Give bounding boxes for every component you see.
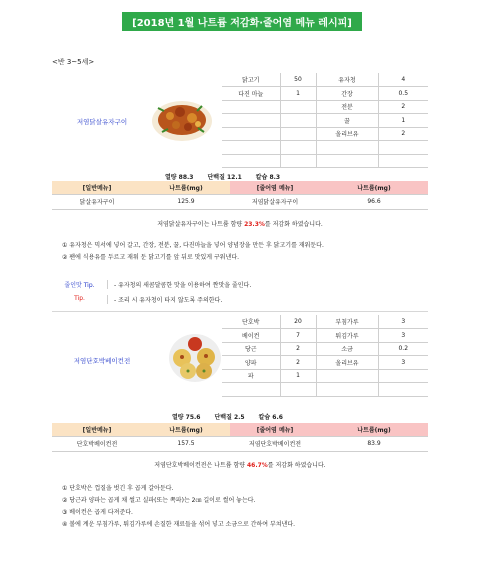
dish-photo-chicken [150,94,214,144]
protein-value: 단백질 2.5 [214,414,245,421]
nutrition-summary-2 [172,412,283,421]
ingredient-name: 유자청 [316,73,378,87]
regular-sodium-value: 157.5 [142,436,230,451]
dish-name-2: 저염단호박베이컨전 [73,357,131,365]
ingredient-name: 다진 마늘 [222,87,280,101]
ingredient-amount: 2 [378,100,428,114]
ingredient-row [222,87,428,101]
ingredient-name: 간장 [316,87,378,101]
tip-text: - 유자청의 새콤달콤한 맛을 이용하여 짠맛을 줄인다. [107,280,251,289]
ingredient-row [222,141,428,155]
ingredient-amount: 2 [378,127,428,141]
ingredient-amount: 0.5 [378,87,428,101]
ingredient-name: 올리브유 [316,127,378,141]
ingredient-name [222,141,280,155]
regular-sodium-value: 125.9 [142,194,230,209]
step-item: ② 팬에 식용유를 두르고 재워 둔 닭고기를 앞 뒤로 맛있게 구워낸다. [62,254,240,261]
ingredient-row [222,114,428,128]
ingredient-name [316,369,378,383]
step-item: ③ 베이컨은 곱게 다져준다. [62,509,133,516]
calcium-value: 칼슘 6.6 [258,414,283,421]
kcal-value: 열량 75.6 [172,414,201,421]
page-title: [2018년 1월 나트륨 저감화·줄어염 메뉴 레시피] [122,12,362,31]
sodium-compare-table-1 [52,181,428,210]
header-lowsalt-menu: [줄어염 메뉴] [230,181,320,194]
regular-menu-name: 닭살유자구이 [52,194,142,209]
ingredient-amount [378,141,428,155]
ingredient-name: 닭고기 [222,73,280,87]
sodium-note-1: 저염닭살유자구이는 나트륨 함량 23.3%를 저감화 하였습니다. [157,221,323,228]
dish-photo-pumpkin-pancake [168,331,222,383]
ingredient-name [222,154,280,168]
lowsalt-menu-name: 저염단호박베이컨전 [230,436,320,451]
step-item: ① 단호박은 껍질을 벗긴 후 곱게 갈아둔다. [62,485,174,492]
header-regular-menu: [일반메뉴] [52,423,142,436]
step-item: ② 당근과 양파는 곱게 채 썰고 실파(또는 쪽파)는 2㎝ 길이로 썰어 놓는다. [62,497,256,504]
steps-1 [62,240,324,264]
ingredient-name [222,127,280,141]
header-regular-sodium: 나트륨(mg) [142,423,230,436]
calcium-value: 칼슘 8.3 [255,174,281,181]
tip-label: 줄인맛 Tip. [64,282,95,289]
ingredient-row [222,154,428,168]
ingredient-name: 단호박 [222,315,280,329]
ingredient-name: 양파 [222,356,280,370]
steps-2 [62,483,295,531]
nutrition-summary-1 [165,172,280,181]
section-divider [52,311,428,312]
ingredient-amount: 4 [378,73,428,87]
ingredient-row [222,383,428,397]
ingredient-amount: 7 [280,329,316,343]
lowsalt-menu-name: 저염닭살유자구이 [230,194,320,209]
ingredient-table-1 [222,73,428,168]
reduction-percent: 46.7% [246,462,268,469]
ingredient-row [222,329,428,343]
kcal-value: 열량 88.3 [165,174,194,181]
ingredient-name: 전분 [316,100,378,114]
ingredient-table-2 [222,315,428,397]
ingredient-amount [280,141,316,155]
header-regular-sodium: 나트륨(mg) [142,181,230,194]
step-item: ④ 볼에 계운 부침가루, 튀김가루에 손질한 재료들을 섞어 넣고 소금으로 간하여 부쳐낸다. [62,521,296,528]
ingredient-amount [280,127,316,141]
ingredient-row [222,100,428,114]
ingredient-row [222,127,428,141]
ingredient-name: 소금 [316,342,378,356]
regular-menu-name: 단호박베이컨전 [52,436,142,451]
ingredient-amount [378,383,428,397]
ingredient-amount: 3 [378,315,428,329]
ingredient-amount [280,154,316,168]
ingredient-amount: 0.2 [378,342,428,356]
ingredient-name [222,100,280,114]
ingredient-name: 파 [222,369,280,383]
sodium-compare-table-2 [52,423,428,452]
ingredient-name: 꿀 [316,114,378,128]
ingredient-amount [378,369,428,383]
ingredient-name [222,114,280,128]
step-item: ① 유자청은 믹서에 넣어 갈고, 간장, 전분, 꿀, 다진마늘을 넣어 양념장을 만든 후 닭고기를 재워둔다. [62,242,324,249]
ingredient-amount: 50 [280,73,316,87]
protein-value: 단백질 12.1 [207,174,242,181]
dish-name-1: 저염닭살유자구이 [76,118,128,126]
ingredient-row [222,73,428,87]
ingredient-row [222,315,428,329]
header-regular-menu: [일반메뉴] [52,181,142,194]
header-lowsalt-menu: [줄어염 메뉴] [230,423,320,436]
header-lowsalt-sodium: 나트륨(mg) [320,181,428,194]
ingredient-name: 당근 [222,342,280,356]
lowsalt-sodium-value: 96.6 [320,194,428,209]
ingredient-amount: 1 [280,87,316,101]
reduction-percent: 23.3% [244,221,265,228]
tip-label: Tip. [74,295,85,302]
tip-2 [52,295,222,304]
ingredient-amount [280,383,316,397]
ingredient-amount: 3 [378,329,428,343]
ingredient-amount: 20 [280,315,316,329]
ingredient-name: 튀김가루 [316,329,378,343]
ingredient-amount [378,154,428,168]
tip-1 [52,280,251,289]
ingredient-name: 부침가루 [316,315,378,329]
ingredient-amount: 1 [378,114,428,128]
tip-text: - 조리 시 유자청이 타지 않도록 주의한다. [107,295,222,304]
ingredient-amount: 2 [280,342,316,356]
lowsalt-sodium-value: 83.9 [320,436,428,451]
ingredient-amount: 1 [280,369,316,383]
ingredient-row [222,356,428,370]
ingredient-name [316,383,378,397]
ingredient-row [222,342,428,356]
ingredient-amount: 2 [280,356,316,370]
ingredient-row [222,369,428,383]
sodium-note-2: 저염단호박베이컨전은 나트륨 함량 46.7%를 저감화 하였습니다. [154,462,326,469]
ingredient-name: 올리브유 [316,356,378,370]
ingredient-amount [280,114,316,128]
ingredient-name [222,383,280,397]
ingredient-amount [280,100,316,114]
ingredient-name [316,141,378,155]
ingredient-name [316,154,378,168]
header-lowsalt-sodium: 나트륨(mg) [320,423,428,436]
ingredient-name: 베이컨 [222,329,280,343]
ingredient-amount: 3 [378,356,428,370]
serving-label: <반 3~5세> [52,58,95,66]
